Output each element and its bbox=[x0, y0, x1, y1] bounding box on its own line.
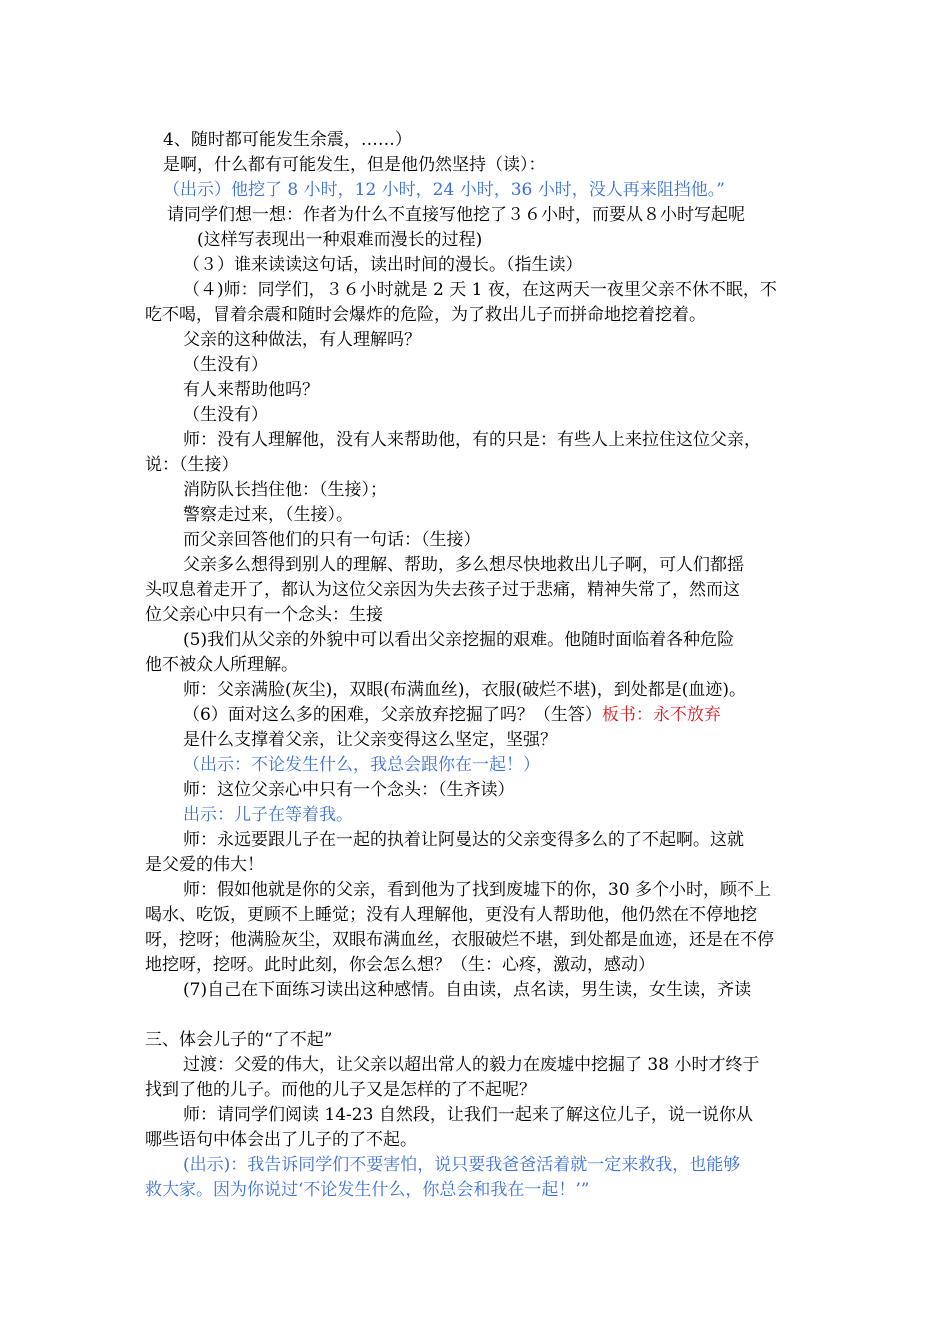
text-line: 是什么支撑着父亲，让父亲变得这么坚定，坚强？ bbox=[183, 730, 557, 750]
text-line: 呀，挖呀；他满脸灰尘，双眼布满血丝，衣服破烂不堪，到处都是血迹，还是在不停 bbox=[145, 930, 774, 950]
text-line bbox=[145, 803, 848, 827]
text-line: 师：假如他就是你的父亲，看到他为了找到废墟下的你，30 多个小时，顾不上 bbox=[183, 880, 772, 900]
text-line: 吃不喝，冒着余震和随时会爆炸的危险，为了救出儿子而拼命地挖着挖着。 bbox=[145, 305, 706, 325]
text-line: （３）谁来读读这句话，读出时间的漫长。（指生读） bbox=[183, 255, 583, 275]
text-line: 找到了他的儿子。而他的儿子又是怎样的了不起呢？ bbox=[145, 1080, 536, 1100]
text-line: 师：没有人理解他，没有人来帮助他，有的只是：有些人上来拉住这位父亲， bbox=[183, 430, 761, 450]
text-line: 师：永远要跟儿子在一起的执着让阿曼达的父亲变得多么的了不起啊。这就 bbox=[183, 830, 744, 850]
shown-text: 出示：儿子在等着我。 bbox=[183, 805, 353, 825]
text-line bbox=[145, 753, 848, 777]
text-line: 地挖呀，挖呀。此时此刻，你会怎么想？（生：心疼，激动，感动） bbox=[145, 955, 655, 975]
text-line: 他不被众人所理解。 bbox=[145, 655, 298, 675]
text-line: 是啊，什么都有可能发生，但是他仍然坚持（读）： bbox=[163, 155, 546, 175]
text-line: （生没有） bbox=[183, 405, 268, 425]
text-line: 喝水、吃饭，更顾不上睡觉；没有人理解他，更没有人帮助他，他仍然在不停地挖 bbox=[145, 905, 757, 925]
text-line: (这样写表现出一种艰难而漫长的过程) bbox=[197, 230, 483, 250]
shown-text: （出示：不论发生什么，我总会跟你在一起！） bbox=[183, 755, 540, 775]
text-line: 父亲的这种做法，有人理解吗？ bbox=[183, 330, 421, 350]
text-line: 哪些语句中体会出了儿子的了不起。 bbox=[145, 1130, 417, 1150]
text-line: 4、随时都可能发生余震，……） bbox=[163, 130, 412, 150]
shown-text: 救大家。因为你说过‘不论发生什么，你总会和我在一起！’” bbox=[145, 1180, 590, 1200]
text-line: 三、体会儿子的“了不起” bbox=[145, 1030, 333, 1050]
text-line: 师：父亲满脸(灰尘)，双眼(布满血丝)，衣服(破烂不堪)，到处都是(血迹)。 bbox=[183, 680, 747, 700]
text-line: 警察走过来，（生接）。 bbox=[183, 505, 353, 525]
text-line: 消防队长挡住他：（生接）； bbox=[183, 480, 387, 500]
text-line bbox=[145, 1153, 848, 1177]
text-line: （生没有） bbox=[183, 355, 268, 375]
text-line: 请同学们想一想：作者为什么不直接写他挖了３６小时，而要从８小时写起呢 bbox=[167, 205, 745, 225]
text-line: 位父亲心中只有一个念头：生接 bbox=[145, 605, 383, 625]
text-line: （４)师：同学们，３６小时就是 2 天 1 夜，在这两天一夜里父亲不休不眠，不 bbox=[183, 280, 777, 300]
text-line: 师：请同学们阅读 14-23 自然段，让我们一起来了解这位儿子，说一说你从 bbox=[183, 1105, 753, 1125]
text-line: (5)我们从父亲的外貌中可以看出父亲挖掘的艰难。他随时面临着各种危险 bbox=[183, 630, 735, 650]
text-line: 父亲多么想得到别人的理解、帮助，多么想尽快地救出儿子啊，可人们都摇 bbox=[183, 555, 744, 575]
text-line: 头叹息着走开了，都认为这位父亲因为失去孩子过于悲痛，精神失常了，然而这 bbox=[145, 580, 740, 600]
text-segment: （6）面对这么多的困难，父亲放弃挖掘了吗？（生答） bbox=[183, 705, 602, 725]
text-line: 是父爱的伟大！ bbox=[145, 855, 264, 875]
board-note: 板书：永不放弃 bbox=[601, 705, 721, 725]
text-line: 而父亲回答他们的只有一句话：（生接） bbox=[183, 530, 481, 550]
shown-text: (出示)：我告诉同学们不要害怕，说只要我爸爸活着就一定来救我，也能够 bbox=[183, 1155, 741, 1175]
text-line: 说：（生接） bbox=[145, 455, 239, 475]
text-line: 师：这位父亲心中只有一个念头：（生齐读） bbox=[183, 780, 515, 800]
text-line: (7)自己在下面练习读出这种感情。自由读，点名读，男生读，女生读，齐读 bbox=[183, 980, 752, 1000]
text-line: 有人来帮助他吗？ bbox=[183, 380, 319, 400]
text-line bbox=[145, 178, 828, 202]
text-line bbox=[145, 703, 848, 727]
shown-text: （出示）他挖了 8 小时，12 小时，24 小时，36 小时，没人再来阻挡他。” bbox=[163, 180, 725, 200]
text-line: 过渡：父爱的伟大，让父亲以超出常人的毅力在废墟中挖掘了 38 小时才终于 bbox=[183, 1055, 760, 1075]
text-line bbox=[145, 1178, 810, 1202]
